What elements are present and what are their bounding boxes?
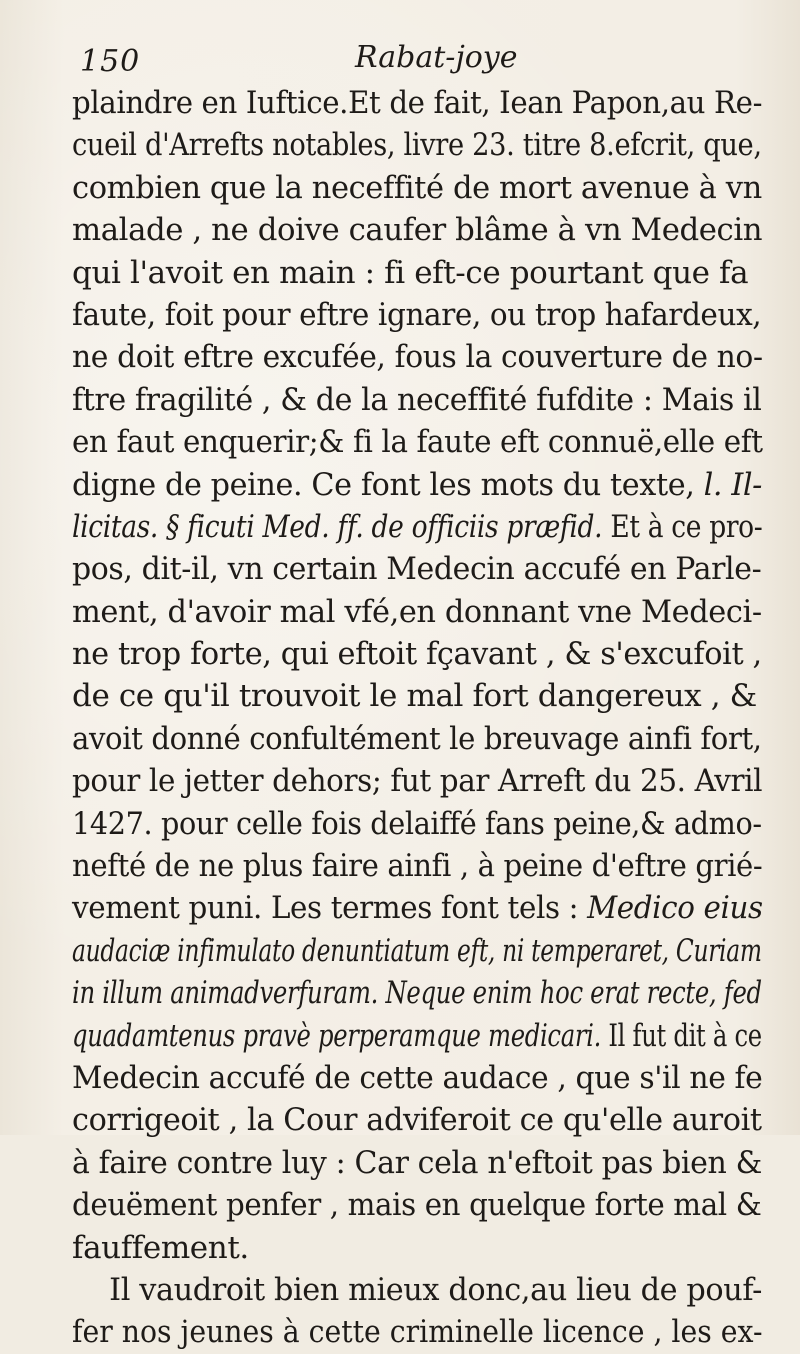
text-line [72, 1057, 763, 1099]
text-segment: plaindre en Iuftice.Et de fait, Iean Papon,au Re- [72, 85, 763, 121]
text-segment: ne doit eftre excufée, fous la couverture de no- [72, 339, 763, 376]
text-segment: 1427. pour celle fois delaiffé fans peine,& admo- [72, 805, 762, 842]
latin-quote-text: audaciæ infimulato denuntiatum eft, ni temperaret, Curiam [72, 932, 762, 969]
text-line [72, 548, 762, 590]
text-segment: à faire contre luy : Car cela n'eftoit pas bien & [72, 1144, 762, 1181]
page-number: 150 [80, 44, 141, 79]
text-line [72, 167, 762, 209]
text-segment: vement puni. Les termes font tels : [72, 890, 588, 927]
text-line [72, 930, 762, 972]
text-line [72, 887, 763, 929]
text-segment: ne trop forte, qui eftoit fçavant , & s'excufoit , [72, 636, 762, 673]
text-line [72, 1142, 762, 1184]
text-segment: de ce qu'il trouvoit le mal fort dangereux , & [72, 678, 757, 715]
text-segment: pour le jetter dehors; fut par Arreft du 25. Avril [72, 763, 763, 800]
text-segment: Il fut dit à ce [601, 1017, 762, 1054]
text-line [72, 591, 762, 633]
text-segment: ftre fragilité , & de la neceffité fufdite : Mais il [72, 381, 762, 418]
text-line [72, 633, 762, 675]
text-line [72, 82, 763, 124]
body-text [72, 82, 762, 1354]
text-segment: pos, dit-il, vn certain Medecin accufé en Parle- [72, 551, 762, 588]
text-line [72, 760, 763, 802]
text-line [72, 803, 762, 845]
text-line [72, 421, 763, 463]
latin-quote-text: l. Il- [703, 466, 763, 503]
text-segment: cueil d'Arrefts notables, livre 23. titre 8.efcrit, que, [72, 127, 762, 164]
text-segment: combien que la neceffité de mort avenue à vn [72, 169, 762, 206]
text-line [72, 1015, 762, 1057]
latin-quote-text: Medico eius [587, 890, 763, 927]
text-segment: avoit donné confultément le breuvage ainfi fort, [72, 720, 762, 757]
latin-quote-text: licitas. § ficuti Med. ff. de officiis præfid. [72, 508, 603, 545]
text-segment: digne de peine. Ce font les mots du texte, [72, 466, 704, 503]
text-segment: fauffement. [72, 1229, 249, 1266]
text-line [72, 252, 762, 294]
text-segment: qui l'avoit en main : fi eft-ce pourtant que fa [72, 254, 749, 291]
text-line [72, 209, 763, 251]
text-segment: deuëment penfer , mais en quelque forte mal & [72, 1187, 762, 1224]
text-line [72, 1184, 762, 1226]
text-segment: Il vaudroit bien mieux donc,au lieu de pouf- [109, 1271, 762, 1308]
text-line [72, 1227, 762, 1269]
text-line [72, 1311, 763, 1353]
text-line [72, 124, 762, 166]
text-line [72, 718, 762, 760]
text-segment: nefté de ne plus faire ainfi , à peine d'eftre grié- [72, 848, 763, 885]
latin-quote-text: in illum animadverfuram. Neque enim hoc erat recte, fed [72, 975, 762, 1012]
text-line [72, 294, 762, 336]
text-segment: faute, foit pour eftre ignare, ou trop hafardeux, [72, 296, 762, 333]
text-segment: fer nos jeunes à cette criminelle licence , les ex- [72, 1314, 763, 1351]
text-segment: en faut enquerir;& fi la faute eft connuë,elle eft [72, 424, 763, 461]
text-segment: malade , ne doive caufer blâme à vn Medecin [72, 212, 763, 249]
text-segment: Medecin accufé de cette audace , que s'il ne fe [72, 1059, 763, 1096]
text-line [72, 675, 762, 717]
text-line [72, 1099, 762, 1141]
text-line [72, 336, 763, 378]
text-line [72, 1269, 762, 1311]
text-segment: Et à ce pro- [602, 508, 763, 545]
text-line [72, 464, 763, 506]
text-line [72, 845, 763, 887]
text-line [72, 379, 762, 421]
running-head [80, 40, 760, 80]
running-title: Rabat-joye [355, 40, 518, 75]
latin-quote-text: quadamtenus pravè perperamque medicari. [72, 1017, 602, 1054]
text-line [72, 506, 763, 548]
text-segment: ment, d'avoir mal vfé,en donnant vne Medeci- [72, 593, 762, 630]
text-segment: corrigeoit , la Cour adviferoit ce qu'elle auroit [72, 1102, 762, 1139]
text-line [72, 972, 762, 1014]
